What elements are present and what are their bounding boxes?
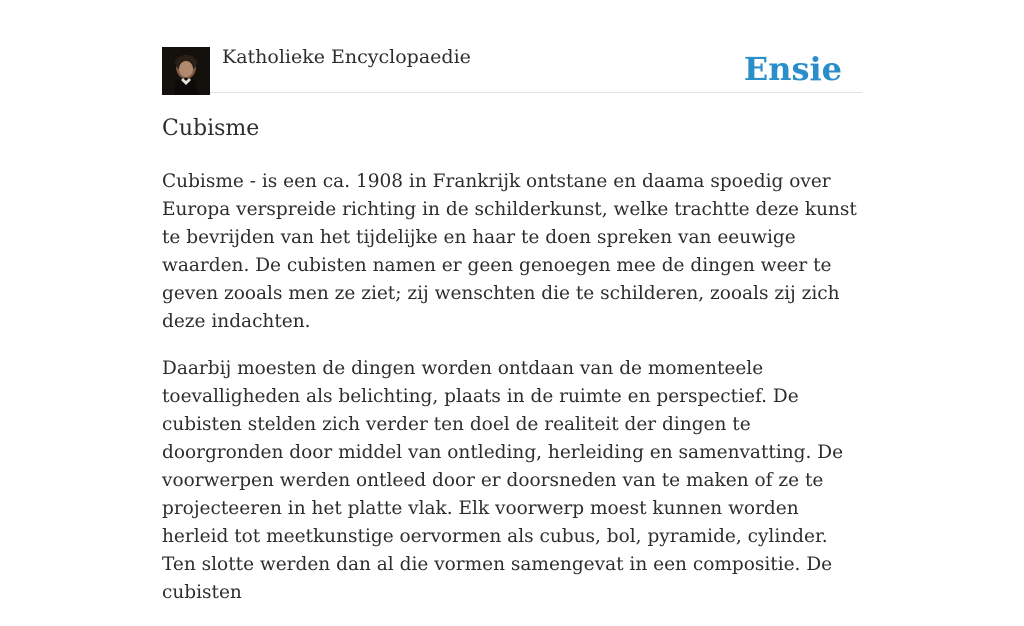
article-paragraph: Cubisme - is een ca. 1908 in Frankrijk ontstane en daama spoedig over Europa verspreide richting in de schilderkunst, welke trachtte deze kunst te bevrijden van het tijdelijke en haar te doen spreken van eeuwige waarden. De cubisten namen er geen genoegen mee de dingen weer te geven zooals men ze ziet; zij wenschten die te schilderen, zooals zij zich deze indachten.: [162, 171, 857, 332]
article-title: Cubisme: [162, 116, 260, 141]
portrait-avatar-icon[interactable]: [162, 47, 210, 95]
brand-logo[interactable]: Ensie: [743, 50, 842, 88]
header: [162, 0, 862, 93]
page-container: [162, 0, 862, 603]
article-body: [162, 168, 862, 626]
article-paragraph: Daarbij moesten de dingen worden ontdaan van de momenteele toevalligheden als belichting, plaats in de ruimte en perspectief. De cubisten stelden zich verder ten doel de realiteit der dingen te doorgronden door middel van ontleding, herleiding en samenvatting. De voorwerpen werden ontleed door er doorsneden van te maken of ze te projecteeren in het platte vlak. Elk voorwerp moest kunnen worden herleid tot meetkunstige oervormen als cubus, bol, pyramide, cylinder. Ten slotte werden dan al die vormen samengevat in een compositie. De cubisten: [162, 358, 844, 603]
source-name[interactable]: Katholieke Encyclopaedie: [222, 46, 471, 68]
